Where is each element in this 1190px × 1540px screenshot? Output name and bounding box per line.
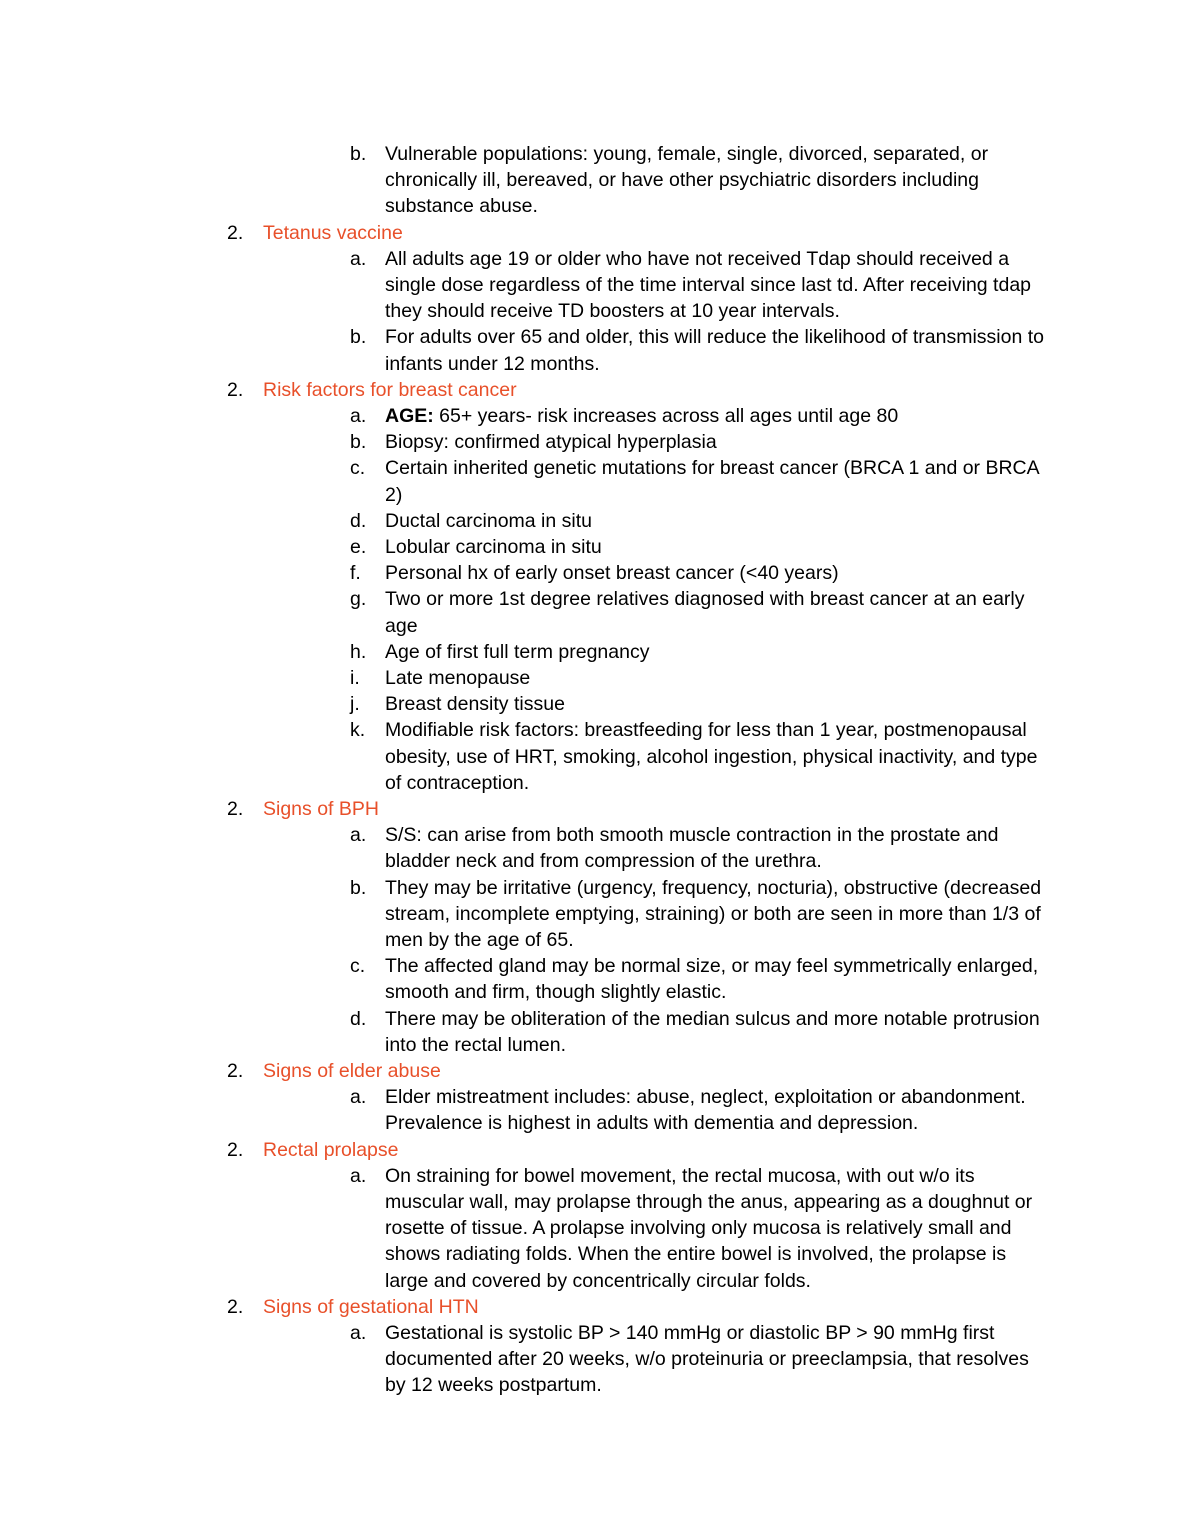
item-text: All adults age 19 or older who have not received Tdap should received a single dose regardless of the time interval since last td. After receiving tdap they should receive TD boosters at 10 year intervals. [385, 247, 1032, 323]
section-number: 2. [227, 1138, 244, 1161]
sections-list [0, 220, 1190, 1399]
list-item [0, 324, 1190, 376]
item-text: There may be obliteration of the median sulcus and more notable protrusion into the rectal lumen. [385, 1007, 1040, 1056]
item-text: S/S: can arise from both smooth muscle contraction in the prostate and bladder neck and from compression of the urethra. [385, 824, 999, 873]
item-text: Biopsy: confirmed atypical hyperplasia [385, 431, 717, 454]
list-item [0, 1084, 1190, 1136]
item-text: For adults over 65 and older, this will reduce the likelihood of transmission to infants under 12 months. [385, 326, 1045, 375]
item-text: Elder mistreatment includes: abuse, neglect, exploitation or abandonment. Prevalence is highest in adults with dementia and depression. [385, 1086, 1026, 1135]
item-text: Personal hx of early onset breast cancer (<40 years) [385, 562, 839, 585]
item-text: Breast density tissue [385, 693, 565, 716]
section-heading: Signs of elder abuse [263, 1060, 441, 1083]
item-letter: g. [350, 588, 367, 611]
section [0, 1137, 1190, 1294]
list-item [0, 560, 1190, 586]
item-letter: c. [350, 955, 366, 978]
item-text: Ductal carcinoma in situ [385, 509, 592, 532]
document-page [0, 141, 1190, 1399]
item-letter: a. [350, 1164, 367, 1187]
section-heading-line [0, 1137, 1190, 1163]
list-item-continuation [0, 141, 1190, 220]
item-letter: b. [350, 876, 367, 899]
list-item [0, 508, 1190, 534]
section-heading-line [0, 1294, 1190, 1320]
item-bold-label: AGE: [385, 405, 434, 427]
item-text: Vulnerable populations: young, female, single, divorced, separated, or chronically ill, bereaved, or have other psychiatric disorders including substance abuse. [385, 143, 989, 218]
list-item [0, 953, 1190, 1005]
section-heading-line [0, 377, 1190, 403]
list-item [0, 586, 1190, 638]
item-letter: e. [350, 536, 367, 559]
section-heading-line [0, 220, 1190, 246]
item-text: Late menopause [385, 667, 531, 690]
item-text: Two or more 1st degree relatives diagnosed with breast cancer at an early age [385, 588, 1025, 637]
item-letter: a. [350, 1322, 367, 1345]
item-letter: d. [350, 1007, 367, 1030]
list-item [0, 1163, 1190, 1294]
item-text [385, 403, 1047, 429]
list-item [0, 246, 1190, 325]
section-number: 2. [227, 1295, 244, 1318]
item-letter: a. [350, 247, 367, 270]
item-letter: k. [350, 719, 366, 742]
section [0, 377, 1190, 796]
item-letter: a. [350, 405, 367, 427]
section-heading: Risk factors for breast cancer [263, 378, 517, 401]
section-heading: Rectal prolapse [263, 1138, 399, 1161]
item-letter: j. [350, 693, 360, 716]
item-letter: h. [350, 640, 367, 663]
section [0, 220, 1190, 377]
item-letter: b. [350, 143, 367, 165]
item-text: Modifiable risk factors: breastfeeding for less than 1 year, postmenopausal obesity, use of HRT, smoking, alcohol ingestion, physical inactivity, and type of contraception. [385, 719, 1038, 794]
section [0, 796, 1190, 1058]
item-letter: b. [350, 326, 367, 349]
list-item [0, 429, 1190, 455]
list-item [0, 639, 1190, 665]
section-number: 2. [227, 1060, 244, 1083]
section-number: 2. [227, 221, 244, 244]
section-heading: Tetanus vaccine [263, 221, 403, 244]
item-text: Age of first full term pregnancy [385, 640, 650, 663]
section-number: 2. [227, 378, 244, 401]
list-item [0, 717, 1190, 796]
section [0, 1294, 1190, 1399]
item-text: On straining for bowel movement, the rectal mucosa, with out w/o its muscular wall, may prolapse through the anus, appearing as a doughnut or rosette of tissue. A prolapse involving only mucosa is relatively small and shows radiating folds. When the entire bowel is involved, the prolapse is large and covered by concentrically circular folds. [385, 1164, 1033, 1292]
item-text: Gestational is systolic BP > 140 mmHg or diastolic BP > 90 mmHg first documented after 20 weeks, w/o proteinuria or preeclampsia, that resolves by 12 weeks postpartum. [385, 1322, 1029, 1397]
list-item [0, 691, 1190, 717]
list-item [0, 403, 1190, 429]
item-letter: f. [350, 562, 361, 585]
item-text: Lobular carcinoma in situ [385, 536, 602, 559]
item-letter: a. [350, 1086, 367, 1109]
list-item [0, 822, 1190, 874]
item-letter: i. [350, 667, 360, 690]
item-text: Certain inherited genetic mutations for breast cancer (BRCA 1 and or BRCA 2) [385, 457, 1039, 506]
item-text: They may be irritative (urgency, frequency, nocturia), obstructive (decreased stream, incomplete emptying, straining) or both are seen in more than 1/3 of men by the age of 65. [385, 876, 1042, 952]
section-heading-line [0, 1058, 1190, 1084]
list-item [0, 534, 1190, 560]
item-letter: a. [350, 824, 367, 847]
item-letter: b. [350, 431, 367, 454]
list-item [0, 665, 1190, 691]
item-letter: c. [350, 457, 366, 480]
item-text: The affected gland may be normal size, or may feel symmetrically enlarged, smooth and firm, though slightly elastic. [385, 955, 1039, 1004]
section-number: 2. [227, 798, 244, 821]
list-item [0, 455, 1190, 507]
list-item [0, 1006, 1190, 1058]
item-text-rest: 65+ years- risk increases across all ages until age 80 [433, 405, 899, 427]
section-heading: Signs of BPH [263, 798, 379, 821]
section [0, 1058, 1190, 1137]
section-heading: Signs of gestational HTN [263, 1295, 479, 1318]
section-heading-line [0, 796, 1190, 822]
list-item [0, 1320, 1190, 1399]
list-item [0, 875, 1190, 954]
item-letter: d. [350, 509, 367, 532]
